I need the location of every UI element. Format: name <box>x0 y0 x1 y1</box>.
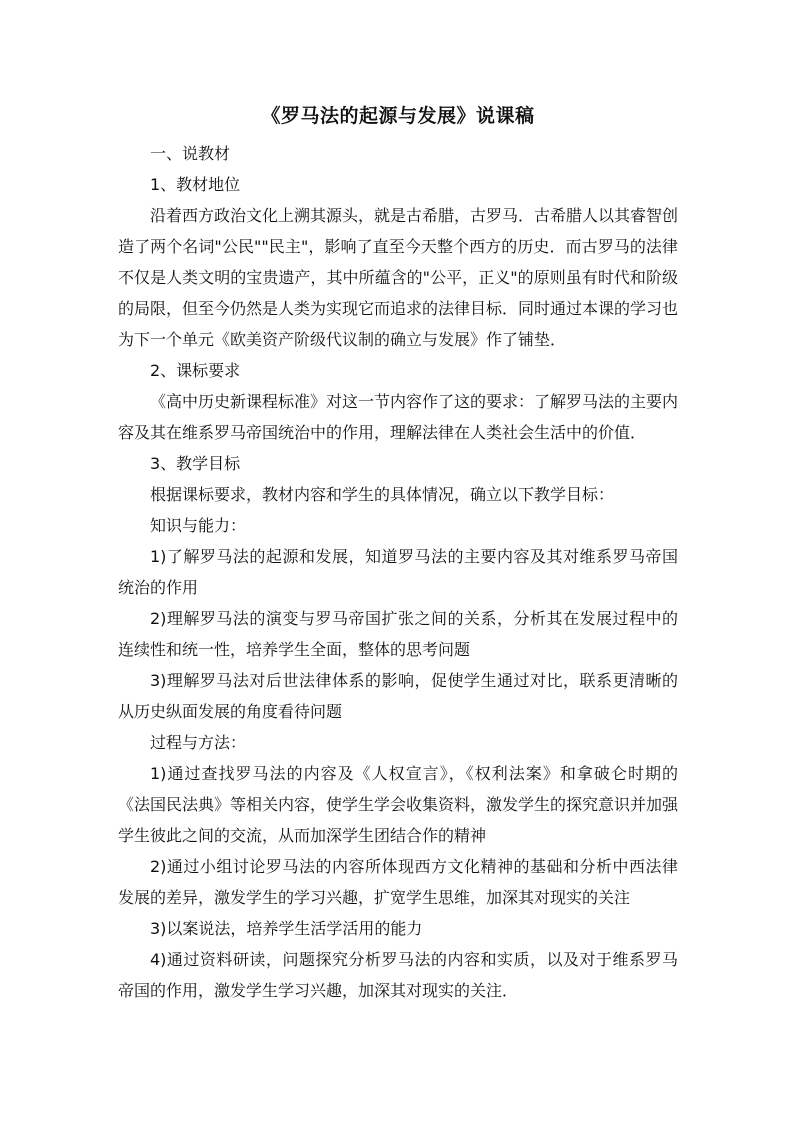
subheading-teaching-goals: 3、教学目标 <box>150 454 241 473</box>
subheading-curriculum-requirements: 2、课标要求 <box>150 361 241 380</box>
list-item-knowledge-1: 1)了解罗马法的起源和发展，知道罗马法的主要内容及其对维系罗马帝国统治的作用 <box>118 547 678 597</box>
list-item-knowledge-3: 3)理解罗马法对后世法律体系的影响，促使学生通过对比，联系更清晰的从历史纵面发展的角度看待问题 <box>118 671 678 721</box>
document-page <box>118 100 678 1006</box>
paragraph-curriculum-requirements: 《高中历史新课程标准》对这一节内容作了这的要求：了解罗马法的主要内容及其在维系罗马帝国统治中的作用，理解法律在人类社会生活中的价值． <box>118 392 679 442</box>
subheading-textbook-position: 1、教材地位 <box>150 175 241 194</box>
list-item-process-1: 1)通过查找罗马法的内容及《人权宣言》，《权利法案》和拿破仑时期的《法国民法典》等相关内容，使学生学会收集资料，激发学生的探究意识并加强学生彼此之间的交流，从而加深学生团结合作的精神 <box>118 764 679 845</box>
list-item-process-2: 2)通过小组讨论罗马法的内容所体现西方文化精神的基础和分析中西法律发展的差异，激发学生的学习兴趣，扩宽学生思维，加深其对现实的关注 <box>118 857 678 907</box>
label-knowledge-ability: 知识与能力： <box>150 516 247 535</box>
paragraph-teaching-goals-intro: 根据课标要求，教材内容和学生的具体情况，确立以下教学目标： <box>150 485 615 504</box>
list-item-process-3: 3)以案说法，培养学生活学活用的能力 <box>150 919 423 938</box>
list-item-process-4: 4)通过资料研读，问题探究分析罗马法的内容和实质，以及对于维系罗马帝国的作用，激发学生学习兴趣，加深其对现实的关注． <box>118 950 678 1000</box>
document-title: 《罗马法的起源与发展》说课稿 <box>261 105 535 127</box>
paragraph-textbook-position: 沿着西方政治文化上溯其源头，就是古希腊，古罗马．古希腊人以其睿智创造了两个名词"公民""民主"，影响了直至今天整个西方的历史．而古罗马的法律不仅是人类文明的宝贵遗产，其中所蕴含的"公平，正义"的原则虽有时代和阶级的局限，但至今仍然是人类为实现它而追求的法律目标．同时通过本课的学习也为下一个单元《欧美资产阶级代议制的确立与发展》作了铺垫． <box>118 206 679 349</box>
section-heading-textbook: 一、说教材 <box>150 144 231 163</box>
list-item-knowledge-2: 2)理解罗马法的演变与罗马帝国扩张之间的关系，分析其在发展过程中的连续性和统一性，培养学生全面，整体的思考问题 <box>118 609 678 659</box>
label-process-method: 过程与方法： <box>150 733 247 752</box>
